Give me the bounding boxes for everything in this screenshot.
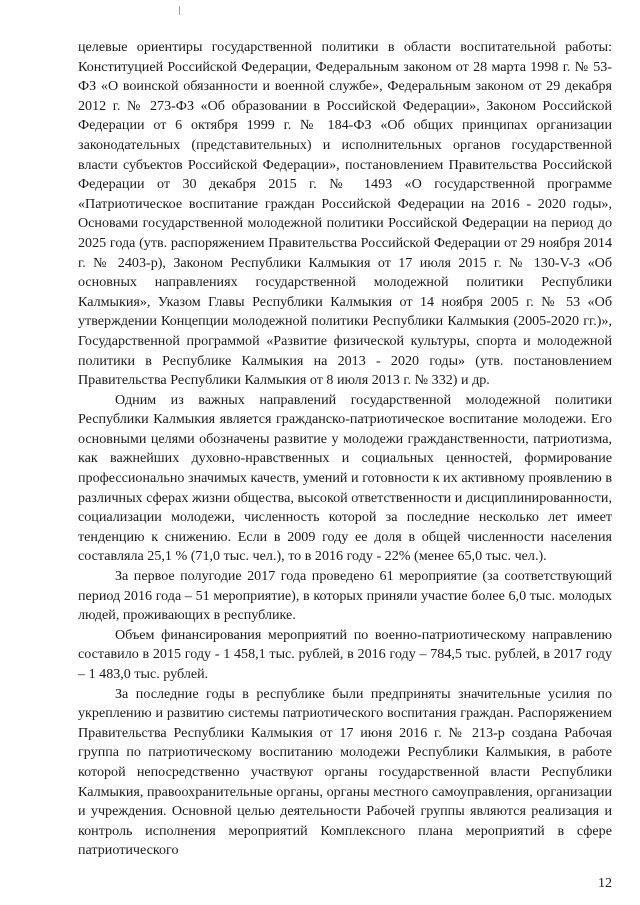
document-body — [78, 38, 612, 861]
paragraph-funding: Объем финансирования мероприятий по военно-патриотическому направлению составило в 2015 году - 1 458,1 тыс. рублей, в 2016 году – 784,5 тыс. рублей, в 2017 году – 1 483,0 тыс. рублей. — [78, 626, 612, 682]
scan-mark — [179, 6, 180, 15]
paragraph-events-2017: За первое полугодие 2017 года проведено 61 мероприятие (за соответствующий период 2016 года – 51 мероприятие), в которых приняли участие более 6,0 тыс. молодых людей, проживающих в республике. — [78, 568, 612, 624]
paragraph-patriotic-education: Одним из важных направлений государственной молодежной политики Республики Калмыкия является гражданско-патриотическое воспитание молодежи. Его основными целями обозначены развитие у молодежи гражданственности, патриотизма, как важнейших духовно-нравственных и социальных ценностей, формирование профессионально значимых качеств, умений и готовности к их активному проявлению в различных сферах жизни общества, высокой ответственности и дисциплинированности, социализации молодежи, численность которой за последние несколько лет имеет тенденцию к снижению. Если в 2009 году ее доля в общей численности населения составляла 25,1 % (71,0 тыс. чел.), то в 2016 году - 22% (менее 65,0 тыс. чел.). — [78, 391, 612, 565]
paragraph-legal-basis: целевые ориентиры государственной политики в области воспитательной работы: Конституцией Российской Федерации, Федеральным законом от 28 марта 1998 г. № 53-ФЗ «О воинской обязанности и военной службе», Федеральным законом от 29 декабря 2012 г. № 273-ФЗ «Об образовании в Российской Федерации», Законом Российской Федерации от 6 октября 1999 г. № 184-ФЗ «Об общих принципах организации законодательных (представительных) и исполнительных органов государственной власти субъектов Российской Федерации», постановлением Правительства Российской Федерации от 30 декабря 2015 г. № 1493 «О государственной программе «Патриотическое воспитание граждан Российской Федерации на 2016 - 2020 годы», Основами государственной молодежной политики Российской Федерации на период до 2025 года (утв. распоряжением Правительства Российской Федерации от 29 ноября 2014 г. № 2403-р), Законом Республики Калмыкия от 17 июля 2015 г. № 130-V-З «Об основных направлениях государственной молодежной политики Республики Калмыкия», Указом Главы Республики Калмыкия от 14 ноября 2005 г. № 53 «Об утверждении Концепции молодежной политики Республики Калмыкия (2005-2020 гг.)», Государственной программой «Развитие физической культуры, спорта и молодежной политики в Республике Калмыкия на 2013 - 2020 годы» (утв. постановлением Правительства Республики Калмыкия от 8 июля 2013 г. № 332) и др. — [78, 39, 612, 389]
paragraph-working-group: За последние годы в республике были предприняты значительные усилия по укреплению и развитию системы патриотического воспитания граждан. Распоряжением Правительства Республики Калмыкия от 17 июня 2016 г. № 213-р создана Рабочая группа по патриотическому воспитанию молодежи Республики Калмыкия, в работе которой непосредственно участвуют органы государственной власти Республики Калмыкия, правоохранительные органы, органы местного самоуправления, организации и учреждения. Основной целью деятельности Рабочей группы являются реализация и контроль исполнения мероприятий Комплексного плана мероприятий в сфере патриотического — [78, 685, 612, 859]
page-number: 12 — [598, 876, 612, 891]
